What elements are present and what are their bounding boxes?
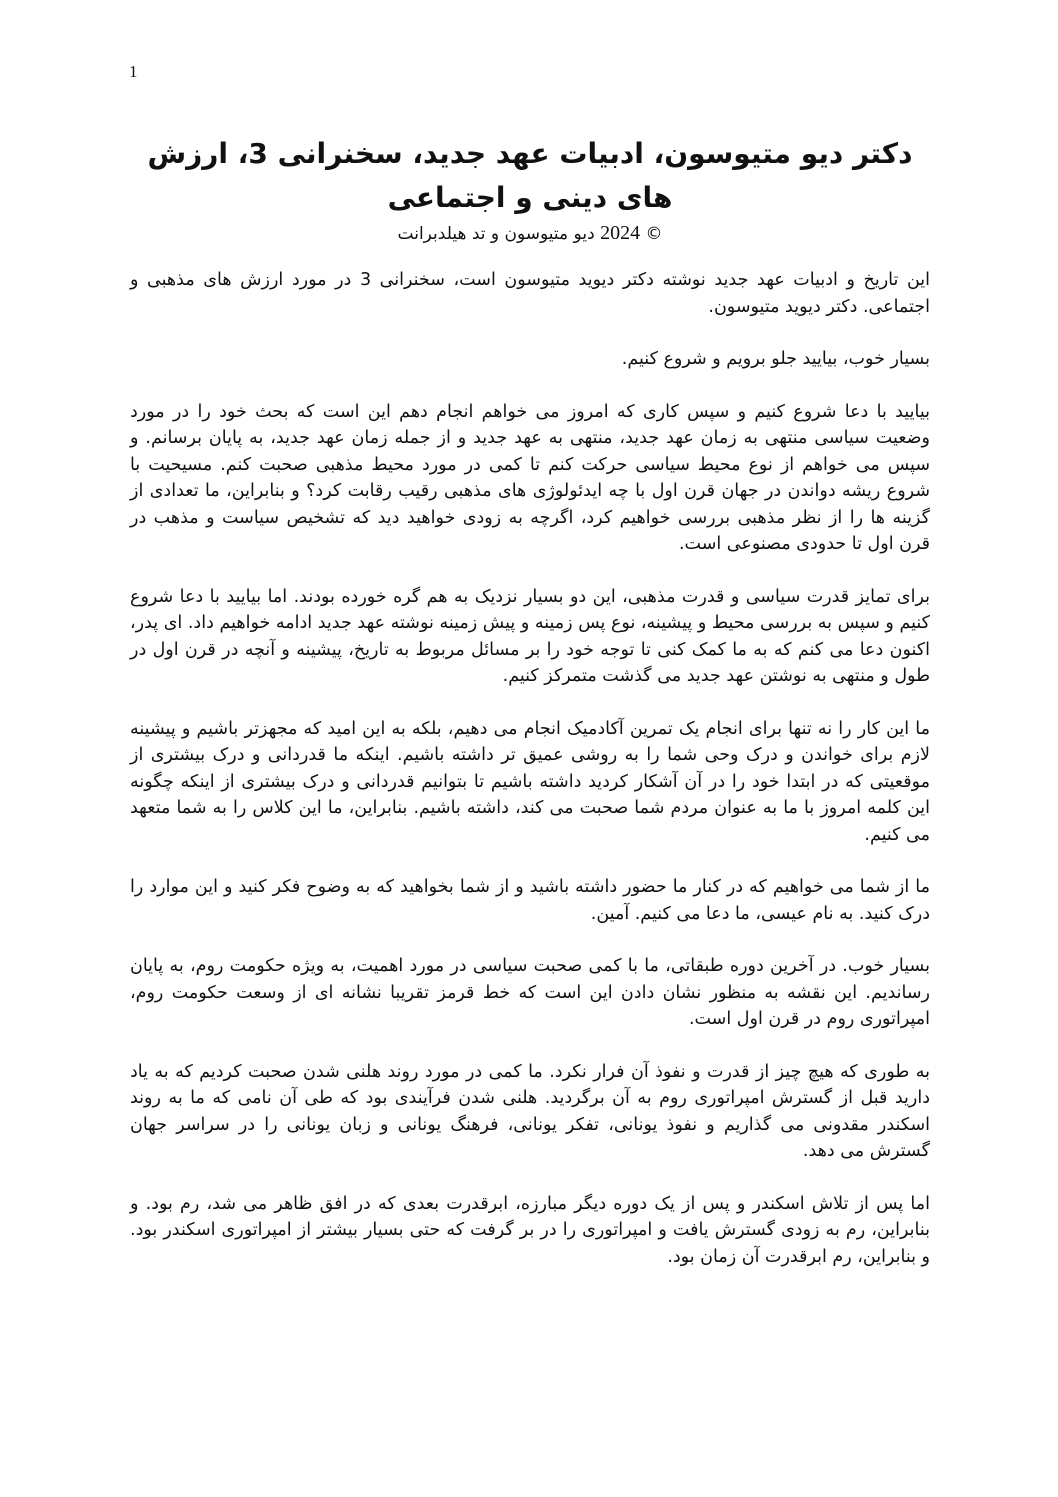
paragraph: بسیار خوب، بیایید جلو برویم و شروع کنیم.: [621, 349, 930, 369]
paragraph: اما پس از تلاش اسکندر و پس از یک دوره دیگر مبارزه، ابرقدرت بعدی که در افق ظاهر می شد، رم بود. و بنابراین، رم به زودی گسترش یافت و امپراتوری را در بر گرفت که حتی بسیار بیشتر از امپراتوری اسکندر بود. و بنابراین، رم ابرقدرت آن زمان بود.: [130, 1193, 930, 1267]
document-header: [130, 132, 930, 247]
paragraph: ما از شما می خواهیم که در کنار ما حضور داشته باشید و از شما بخواهید که به وضوح فکر کنید و این موارد را درک کنید. به نام عیسی، ما دعا می کنیم. آمین.: [130, 877, 930, 924]
page-number: 1: [129, 62, 138, 81]
copyright-symbol: ©: [645, 224, 663, 244]
paragraph: این تاریخ و ادبیات عهد جدید نوشته دکتر دیوید متیوسون است، سخنرانی 3 در مورد ارزش های مذهبی و اجتماعی. دکتر دیوید متیوسون.: [130, 270, 930, 317]
copyright-year: 2024: [600, 222, 641, 244]
paragraph: به طوری که هیچ چیز از قدرت و نفوذ آن فرار نکرد. ما کمی در مورد روند هلنی شدن صحبت کردیم که به یاد دارید قبل از گسترش امپراتوری روم به آن برگردید. هلنی شدن فرآیندی بود که طی آن نامی که ما به روند اسکندر مقدونی می گذاریم و نفوذ یونانی، تفکر یونانی، فرهنگ یونانی و زبان یونانی را در سراسر جهان گسترش می دهد.: [130, 1061, 930, 1161]
copyright-holders: دیو متیوسون و تد هیلدبرانت: [397, 224, 595, 244]
paragraph: بیایید با دعا شروع کنیم و سپس کاری که امروز می خواهم انجام دهم این است که بحث خود را در مورد وضعیت سیاسی منتهی به زمان عهد جدید، منتهی به عهد جدید و از جمله زمان عهد جدید، به پایان برسانم. و سپس می خواهم از نوع محیط سیاسی حرکت کنم تا کمی در مورد محیط مذهبی صحبت کنم. مسیحیت با شروع ریشه دواندن در جهان قرن اول با چه ایدئولوژی های مذهبی رقیب رقابت کرد؟ و بنابراین، ما تعدادی از گزینه ها را از نظر مذهبی بررسی خواهیم کرد، اگرچه به زودی خواهید دید که تشخیص سیاست و مذهب در قرن اول تا حدودی مصنوعی است.: [130, 401, 930, 554]
document-title: دکتر دیو متیوسون، ادبیات عهد جدید، سخنرانی 3، ارزش های دینی و اجتماعی: [147, 137, 913, 214]
paragraph: برای تمایز قدرت سیاسی و قدرت مذهبی، این دو بسیار نزدیک به هم گره خورده بودند. اما بیایید با دعا شروع کنیم و سپس به بررسی محیط و پیشینه، نوع پس زمینه و پیش زمینه نوشته عهد جدید ادامه خواهیم داد. ای پدر، اکنون دعا می کنم که به ما کمک کنی تا توجه خود را بر مسائل مربوط به تاریخ، پیشینه و آنچه در قرن اول در طول و منتهی به نوشتن عهد جدید می گذشت متمرکز کنیم.: [130, 586, 930, 686]
document-body: [130, 267, 930, 1296]
paragraph: ما این کار را نه تنها برای انجام یک تمرین آکادمیک انجام می دهیم، بلکه به این امید که مجهزتر باشیم و پیشینه لازم برای خواندن و درک وحی شما را به روشی عمیق تر داشته باشیم. اینکه ما قدردانی و درک بیشتری از موقعیتی که در ابتدا خود را در آن آشکار کردید داشته باشیم تا بتوانیم قدردانی و درک بیشتری از اینکه چگونه این کلمه امروز با ما به عنوان مردم شما صحبت می کند، داشته باشیم. بنابراین، ما این کلاس را به شما متعهد می کنیم.: [130, 718, 930, 845]
paragraph: بسیار خوب. در آخرین دوره طبقاتی، ما با کمی صحبت سیاسی در مورد اهمیت، به ویژه حکومت روم، به پایان رساندیم. این نقشه به منظور نشان دادن این است که خط قرمز تقریبا نشانه ای از وسعت حکومت روم، امپراتوری روم در قرن اول است.: [130, 956, 930, 1029]
copyright-line: [130, 220, 930, 247]
